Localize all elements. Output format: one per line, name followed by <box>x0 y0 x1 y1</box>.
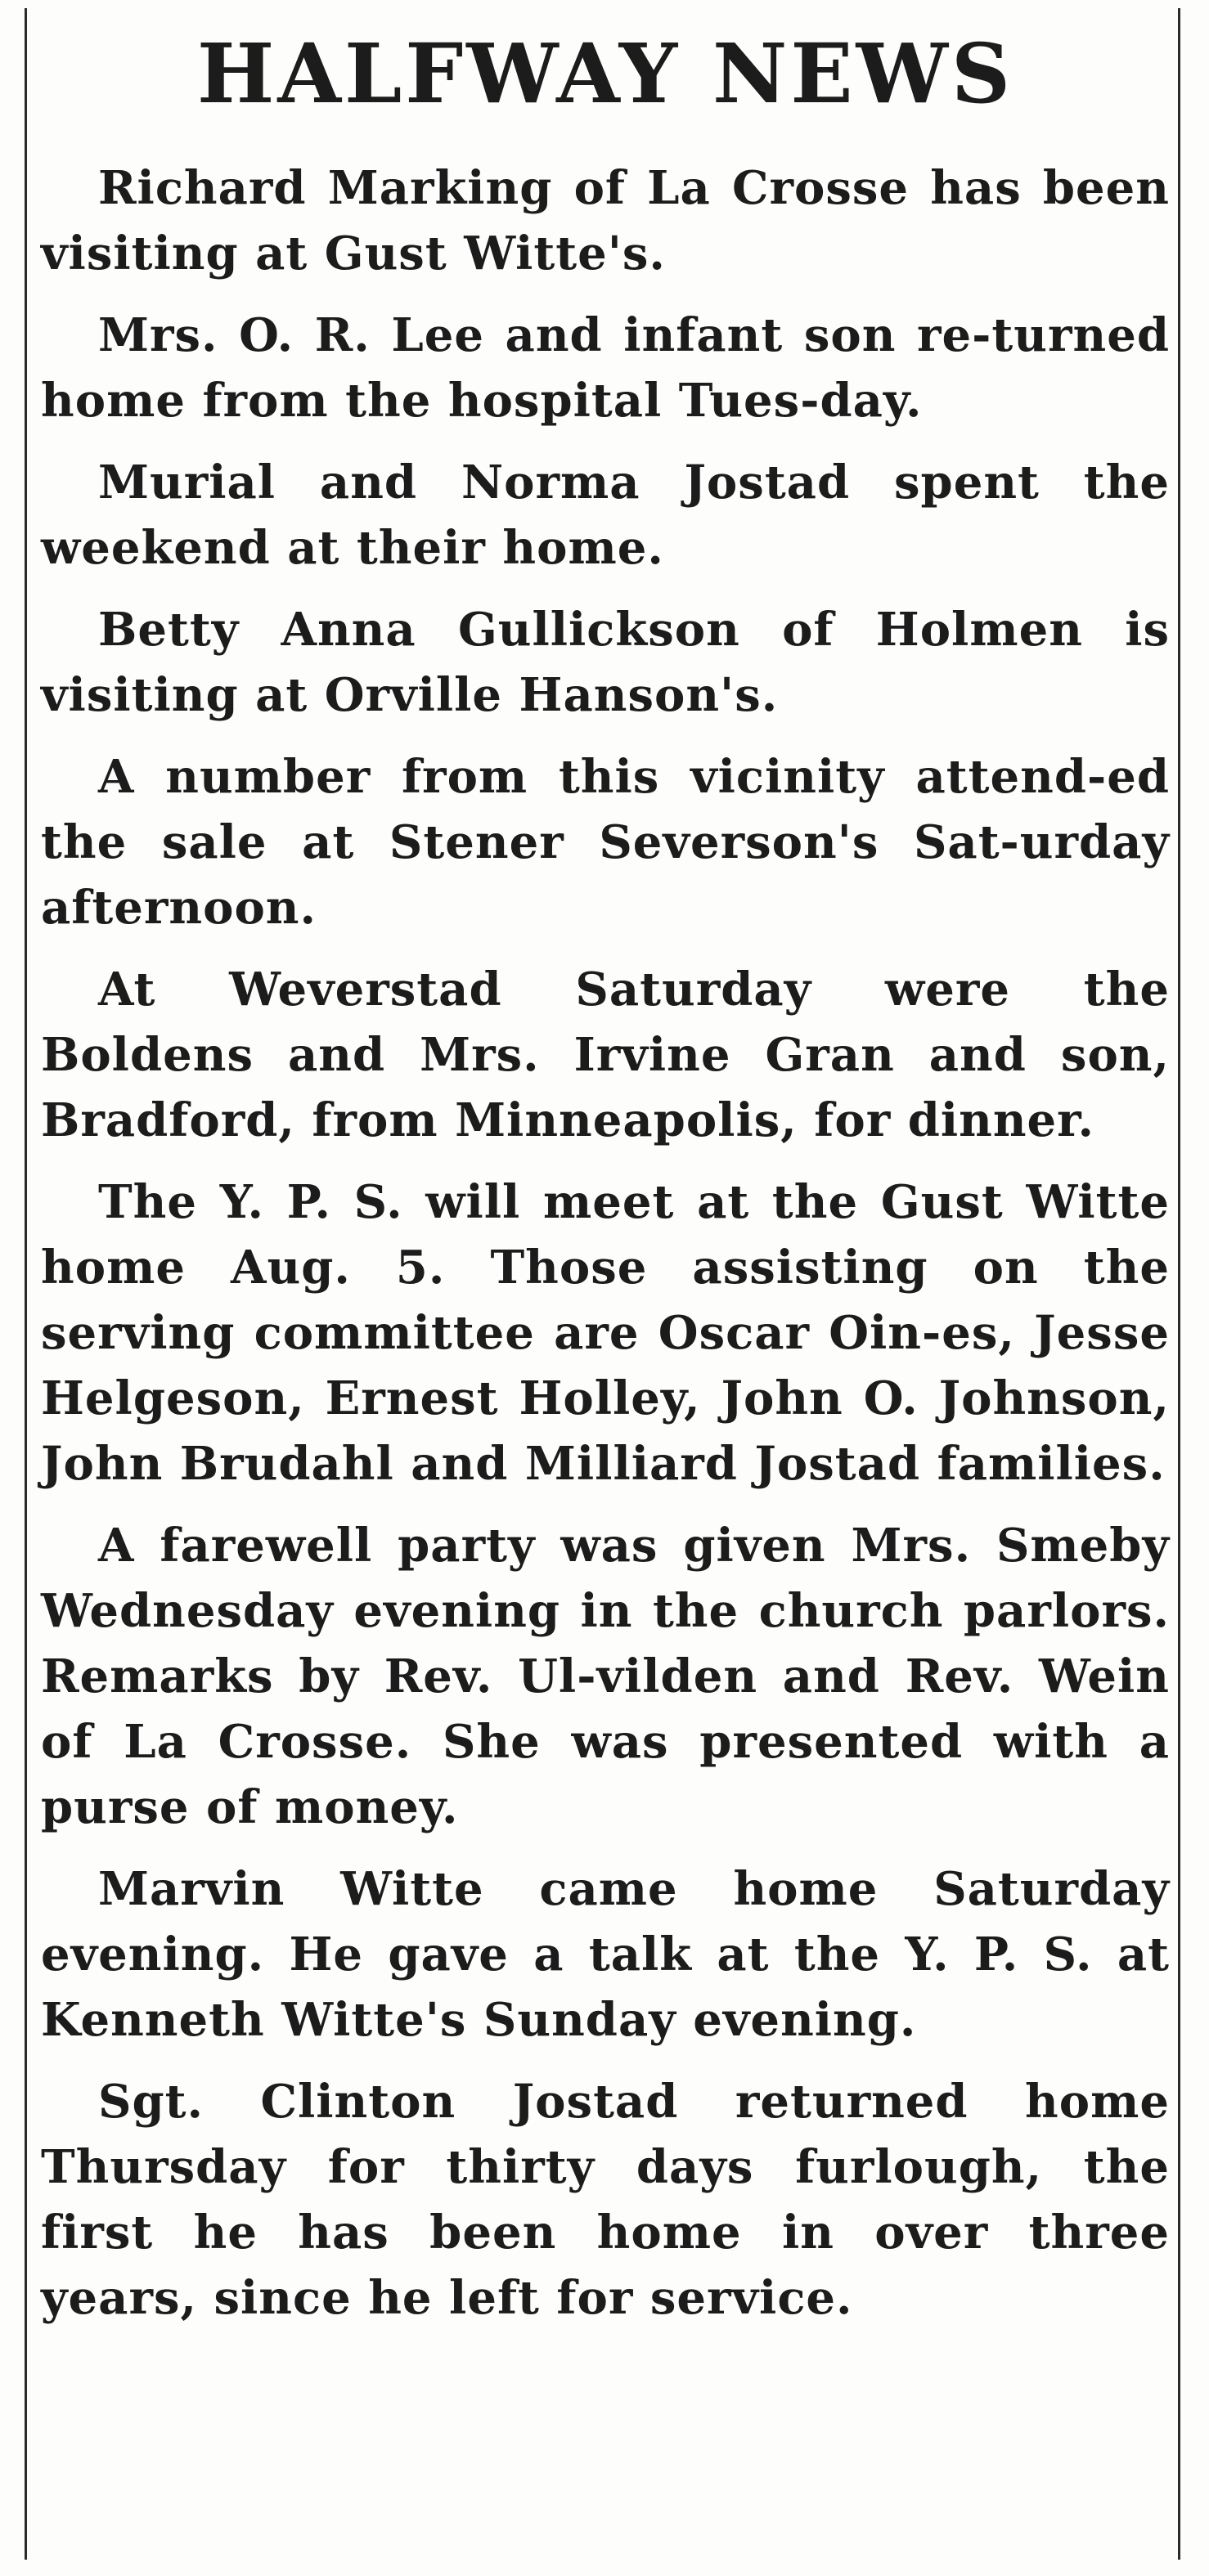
news-item-lee: Mrs. O. R. Lee and infant son re-turned home from the hospital Tues-day. <box>41 308 1170 428</box>
news-item-severson-sale: A number from this vicinity attend-ed the sale at Stener Severson's Sat-urday afternoon. <box>41 750 1170 935</box>
headline: HALFWAY NEWS <box>196 25 1014 122</box>
news-item-marking: Richard Marking of La Crosse has been visiting at Gust Witte's. <box>41 161 1170 280</box>
news-item-weverstad: At Weverstad Saturday were the Boldens and Mrs. Irvine Gran and son, Bradford, from Minneapolis, for dinner. <box>41 963 1170 1147</box>
news-item-farewell-party: A farewell party was given Mrs. Smeby Wednesday evening in the church parlors. Remarks by Rev. Ul-vilden and Rev. Wein of La Crosse. She was presented with a purse of money. <box>41 1519 1170 1834</box>
news-item-yps-meeting: The Y. P. S. will meet at the Gust Witte home Aug. 5. Those assisting on the serving committee are Oscar Oin-es, Jesse Helgeson, Ernest Holley, John O. Johnson, John Brudahl and Milliard Jostad families. <box>41 1175 1170 1491</box>
news-column <box>41 25 1170 2347</box>
news-item-jostad-sisters: Murial and Norma Jostad spent the weekend at their home. <box>41 456 1170 575</box>
news-item-sgt-jostad: Sgt. Clinton Jostad returned home Thursday for thirty days furlough, the first he has been home in over three years, since he left for service. <box>41 2075 1170 2325</box>
column-rule-right <box>1178 8 1180 2560</box>
column-rule-left <box>25 8 27 2560</box>
news-item-marvin-witte: Marvin Witte came home Saturday evening. He gave a talk at the Y. P. S. at Kenneth Witte's Sunday evening. <box>41 1862 1170 2047</box>
news-item-gullickson: Betty Anna Gullickson of Holmen is visiting at Orville Hanson's. <box>41 603 1170 722</box>
